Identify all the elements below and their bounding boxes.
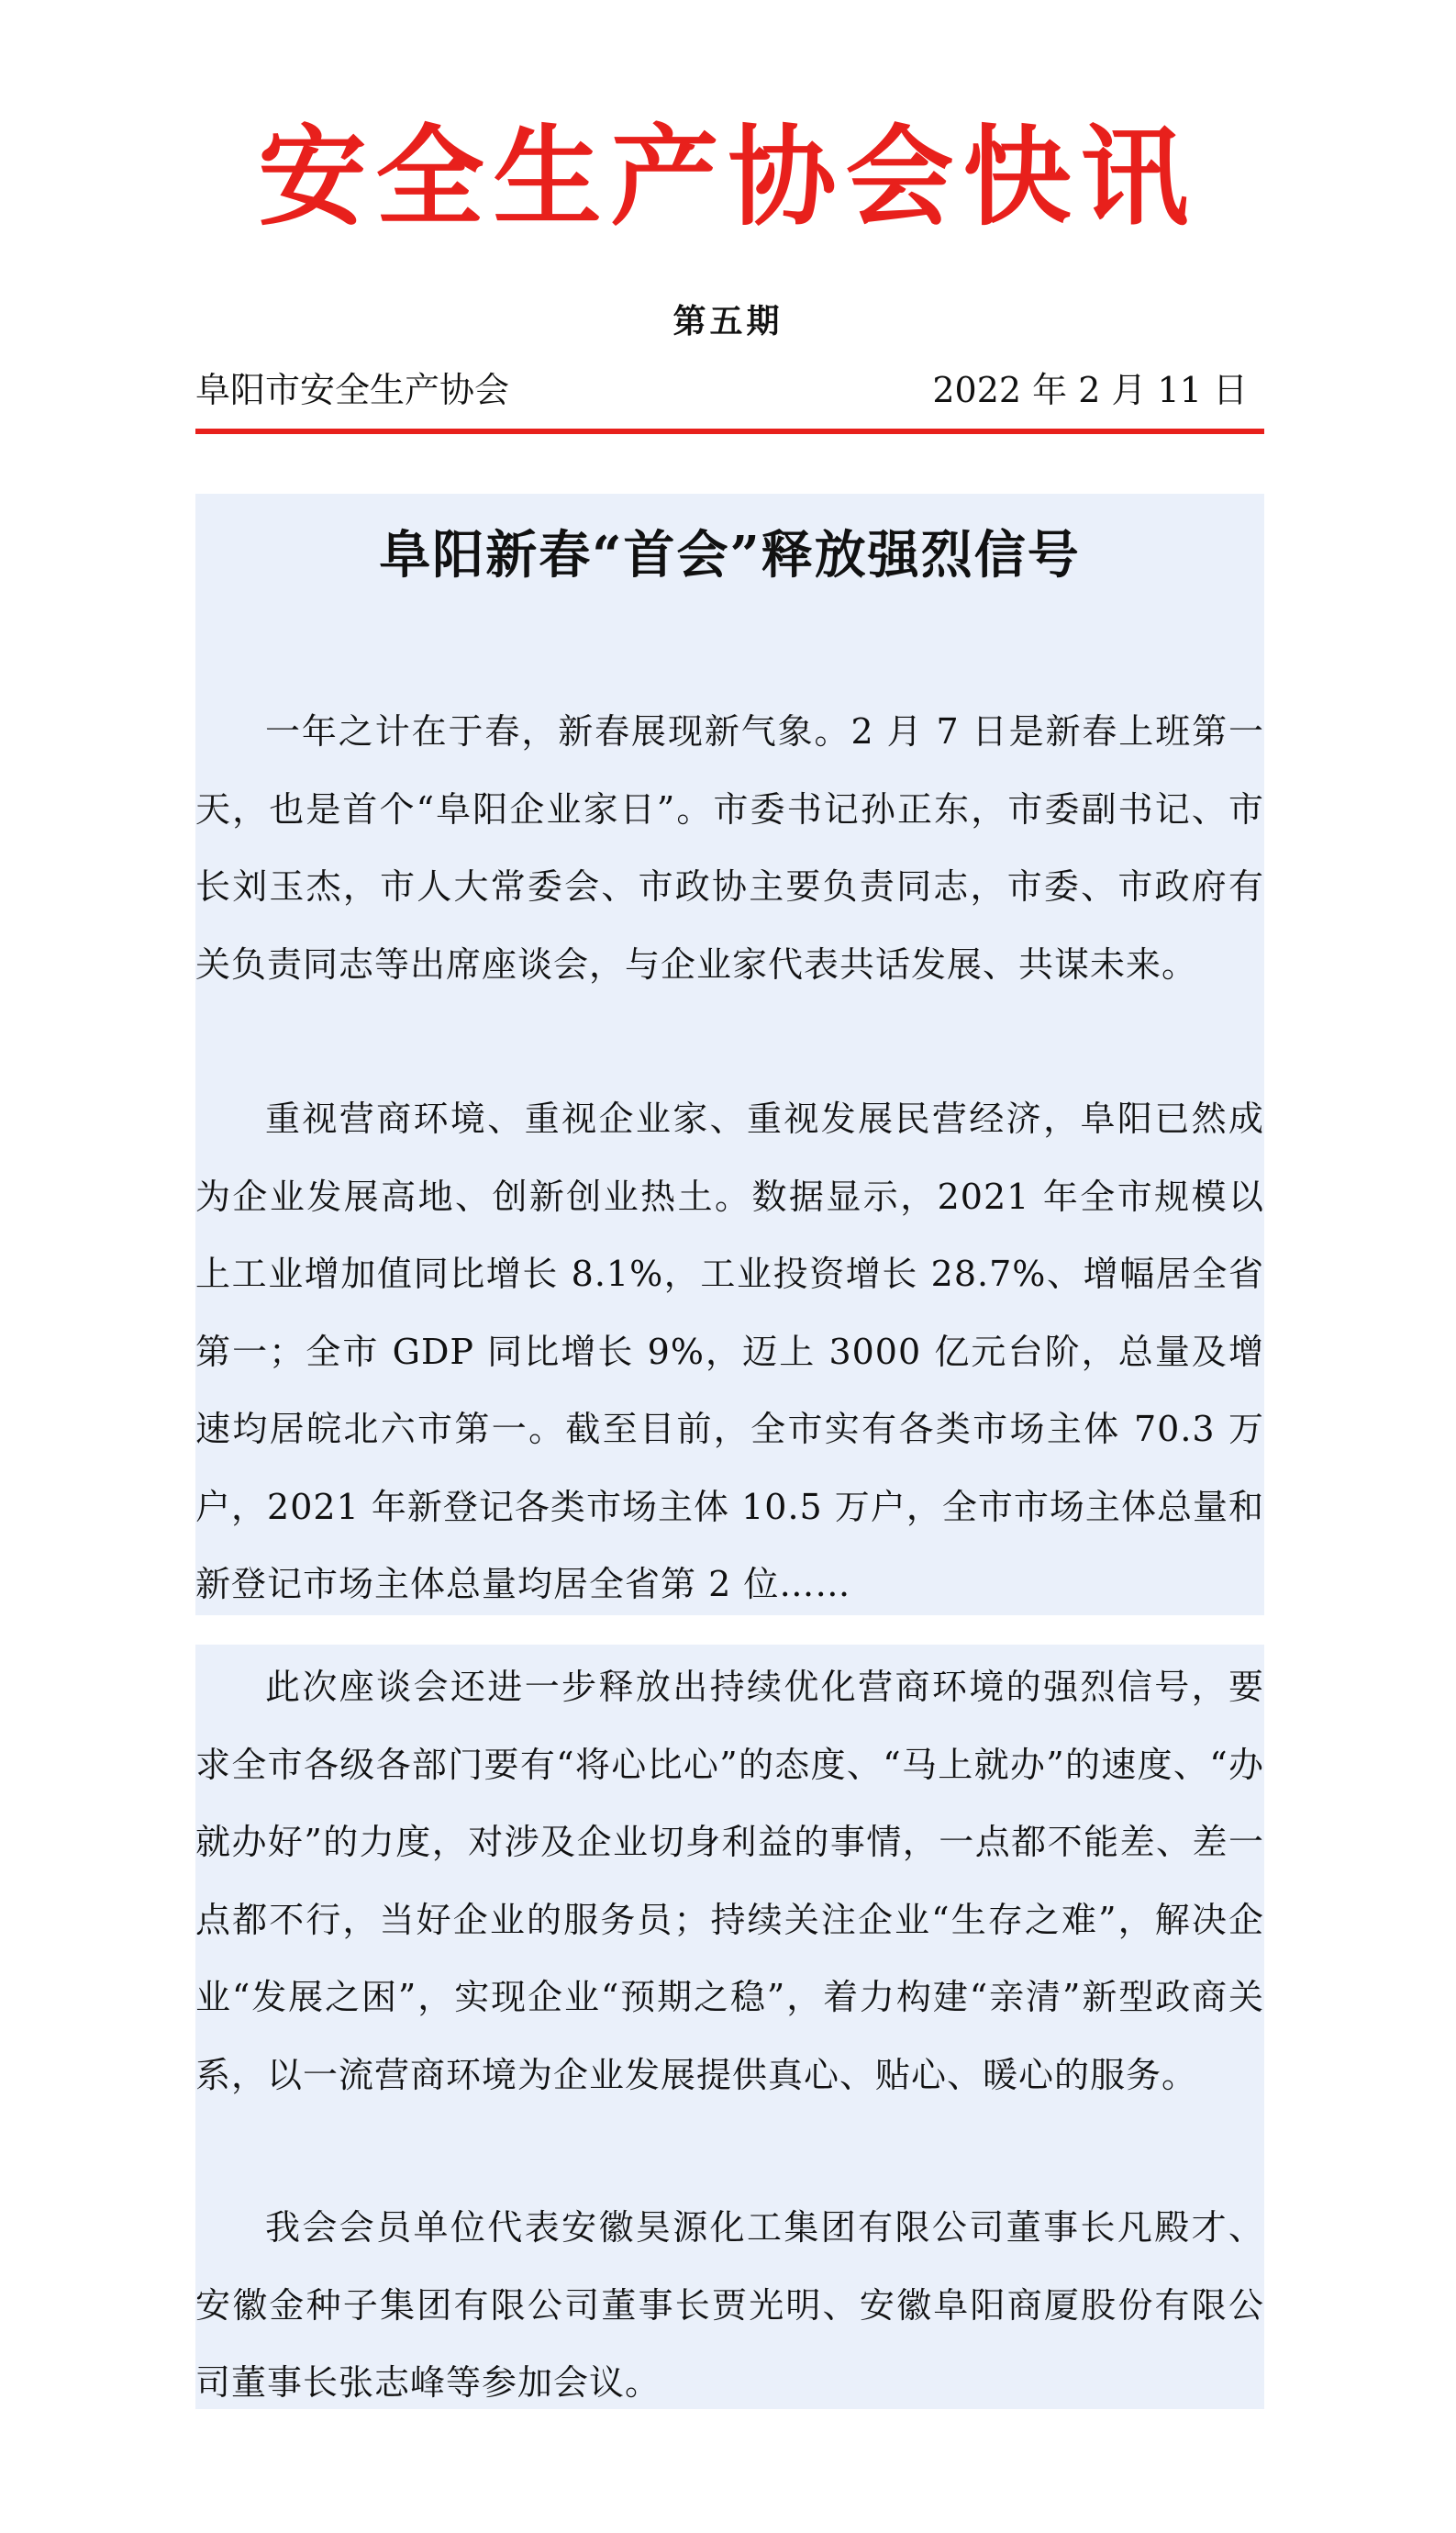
issue-number: 第五期 xyxy=(672,302,784,340)
article-paragraph: 重视营商环境、重视企业家、重视发展民营经济，阜阳已然成为企业发展高地、创新创业热土。数据显示，2021 年全市规模以上工业增加值同比增长 8.1%，工业投资增长 28.7%、增幅居全省第一；全市 GDP 同比增长 9%，迈上 3000 亿元台阶，总量及增速均居皖北六市第一。截至目前，全市实有各类市场主体 70.3 万户，2021 年新登记各类市场主体 10.5 万户，全市市场主体总量和新登记市场主体总量均居全省第 2 位…… xyxy=(195,1099,1264,1604)
article-paragraph: 一年之计在于春，新春展现新气象。2 月 7 日是新春上班第一天，也是首个“阜阳企业家日”。市委书记孙正东，市委副书记、市长刘玉杰，市人大常委会、市政协主要负责同志，市委、市政府有关负责同志等出席座谈会，与企业家代表共话发展、共谋未来。 xyxy=(195,711,1264,985)
article-paragraph: 此次座谈会还进一步释放出持续优化营商环境的强烈信号，要求全市各级各部门要有“将心比心”的态度、“马上就办”的速度、“办就办好”的力度，对涉及企业切身利益的事情，一点都不能差、差一点都不行，当好企业的服务员；持续关注企业“生存之难”，解决企业“发展之困”，实现企业“预期之稳”，着力构建“亲清”新型政商关系，以一流营商环境为企业发展提供真心、贴心、暖心的服务。 xyxy=(195,1667,1264,2095)
publication-date: 2022 年 2 月 11 日 xyxy=(932,370,1248,410)
article-paragraph: 我会会员单位代表安徽昊源化工集团有限公司董事长凡殿才、安徽金种子集团有限公司董事长贾光明、安徽阜阳商厦股份有限公司董事长张志峰等参加会议。 xyxy=(195,2207,1264,2403)
article xyxy=(195,0,1264,2533)
article-title: 阜阳新春“首会”释放强烈信号 xyxy=(379,525,1081,586)
masthead-title: 安全生产协会快讯 xyxy=(258,113,1198,240)
publisher-name: 阜阳市安全生产协会 xyxy=(195,370,510,410)
